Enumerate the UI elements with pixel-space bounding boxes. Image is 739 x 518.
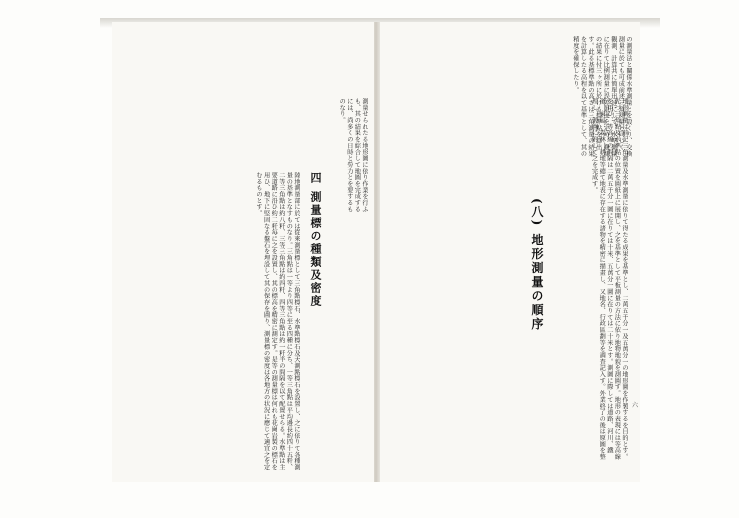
right-page-intro-text: の測量法と關係水準測量とを設くり、交換測量に於ても可成前述三角測量と同じく、觀測、計算共に簡單迅速にして、水準測量に在りて比例測量に誤差限度を定め、觀測の結果に付三ヶ所に於ける標準點を算出す。此る基標準點の高さは三角測量の結果を計算したる高程を以て基準として、其の精度を確保したり。 [572, 36, 632, 157]
right-page-section-heading: (八) 地形測量の順序 [530, 198, 544, 332]
right-page-number: 六 [631, 402, 638, 409]
right-page [378, 22, 640, 482]
left-page-body-text: 陸地測量部に於ては從來測量標として三角點標石、水準點標石及天測點標石を設置し、之に依りて各種測量の基準となすものなり。三角點は一等より四等に至る四種に分ち、一等三角點は平均邊長約四十五粁、二等三角點は約八粁、三等三角點は約四粁、四等三角點は約一粁半の間隔を以て配置せらる。水準點は主要道路に沿ひ約二粁毎に之を設置し、其の標高を精密に測定す。是等の測量標は何れも花崗岩製の標石を用ひ、地下に堅固なる盤石を埋設して其の保存を圖り、測量標の密度は各地方の状況に應じて適宜之を定むるものとす。 [255, 172, 300, 471]
left-page-top-text: 測量せられたる地形圖に依り作業を行ふも、其の結果を綜合して地圖を完成するには、尚多くの日時と勞力とを要するものなり。 [338, 98, 368, 213]
right-page-body-text: 地形測量は前記三角測量及水準測量に依りて得たる成果を基準とし、二萬五千分一及五萬分一の地形圖を作製するを目的とす。先づ三角點及水準點の位置を圖紙上に展開し、之を基準として平板測量の方法に依り地物地貌を測圖す。地形の表現には等高線を用ひ、等高線の間隔は二萬五千分一圖に在りては十米、五萬分一圖に在りては二十米とす。測圖に際しては道路、河川、鐵道、家屋、森林、耕地等總て地表に存在する諸物を精密に描畫し、又地名、行政區劃等を調査記入す。外業終了の後は原圖を整理し、製圖に附して之を完成す。 [590, 98, 628, 460]
left-page-section-heading: 四 測量標の種類及密度 [309, 172, 322, 308]
left-page [112, 22, 374, 482]
